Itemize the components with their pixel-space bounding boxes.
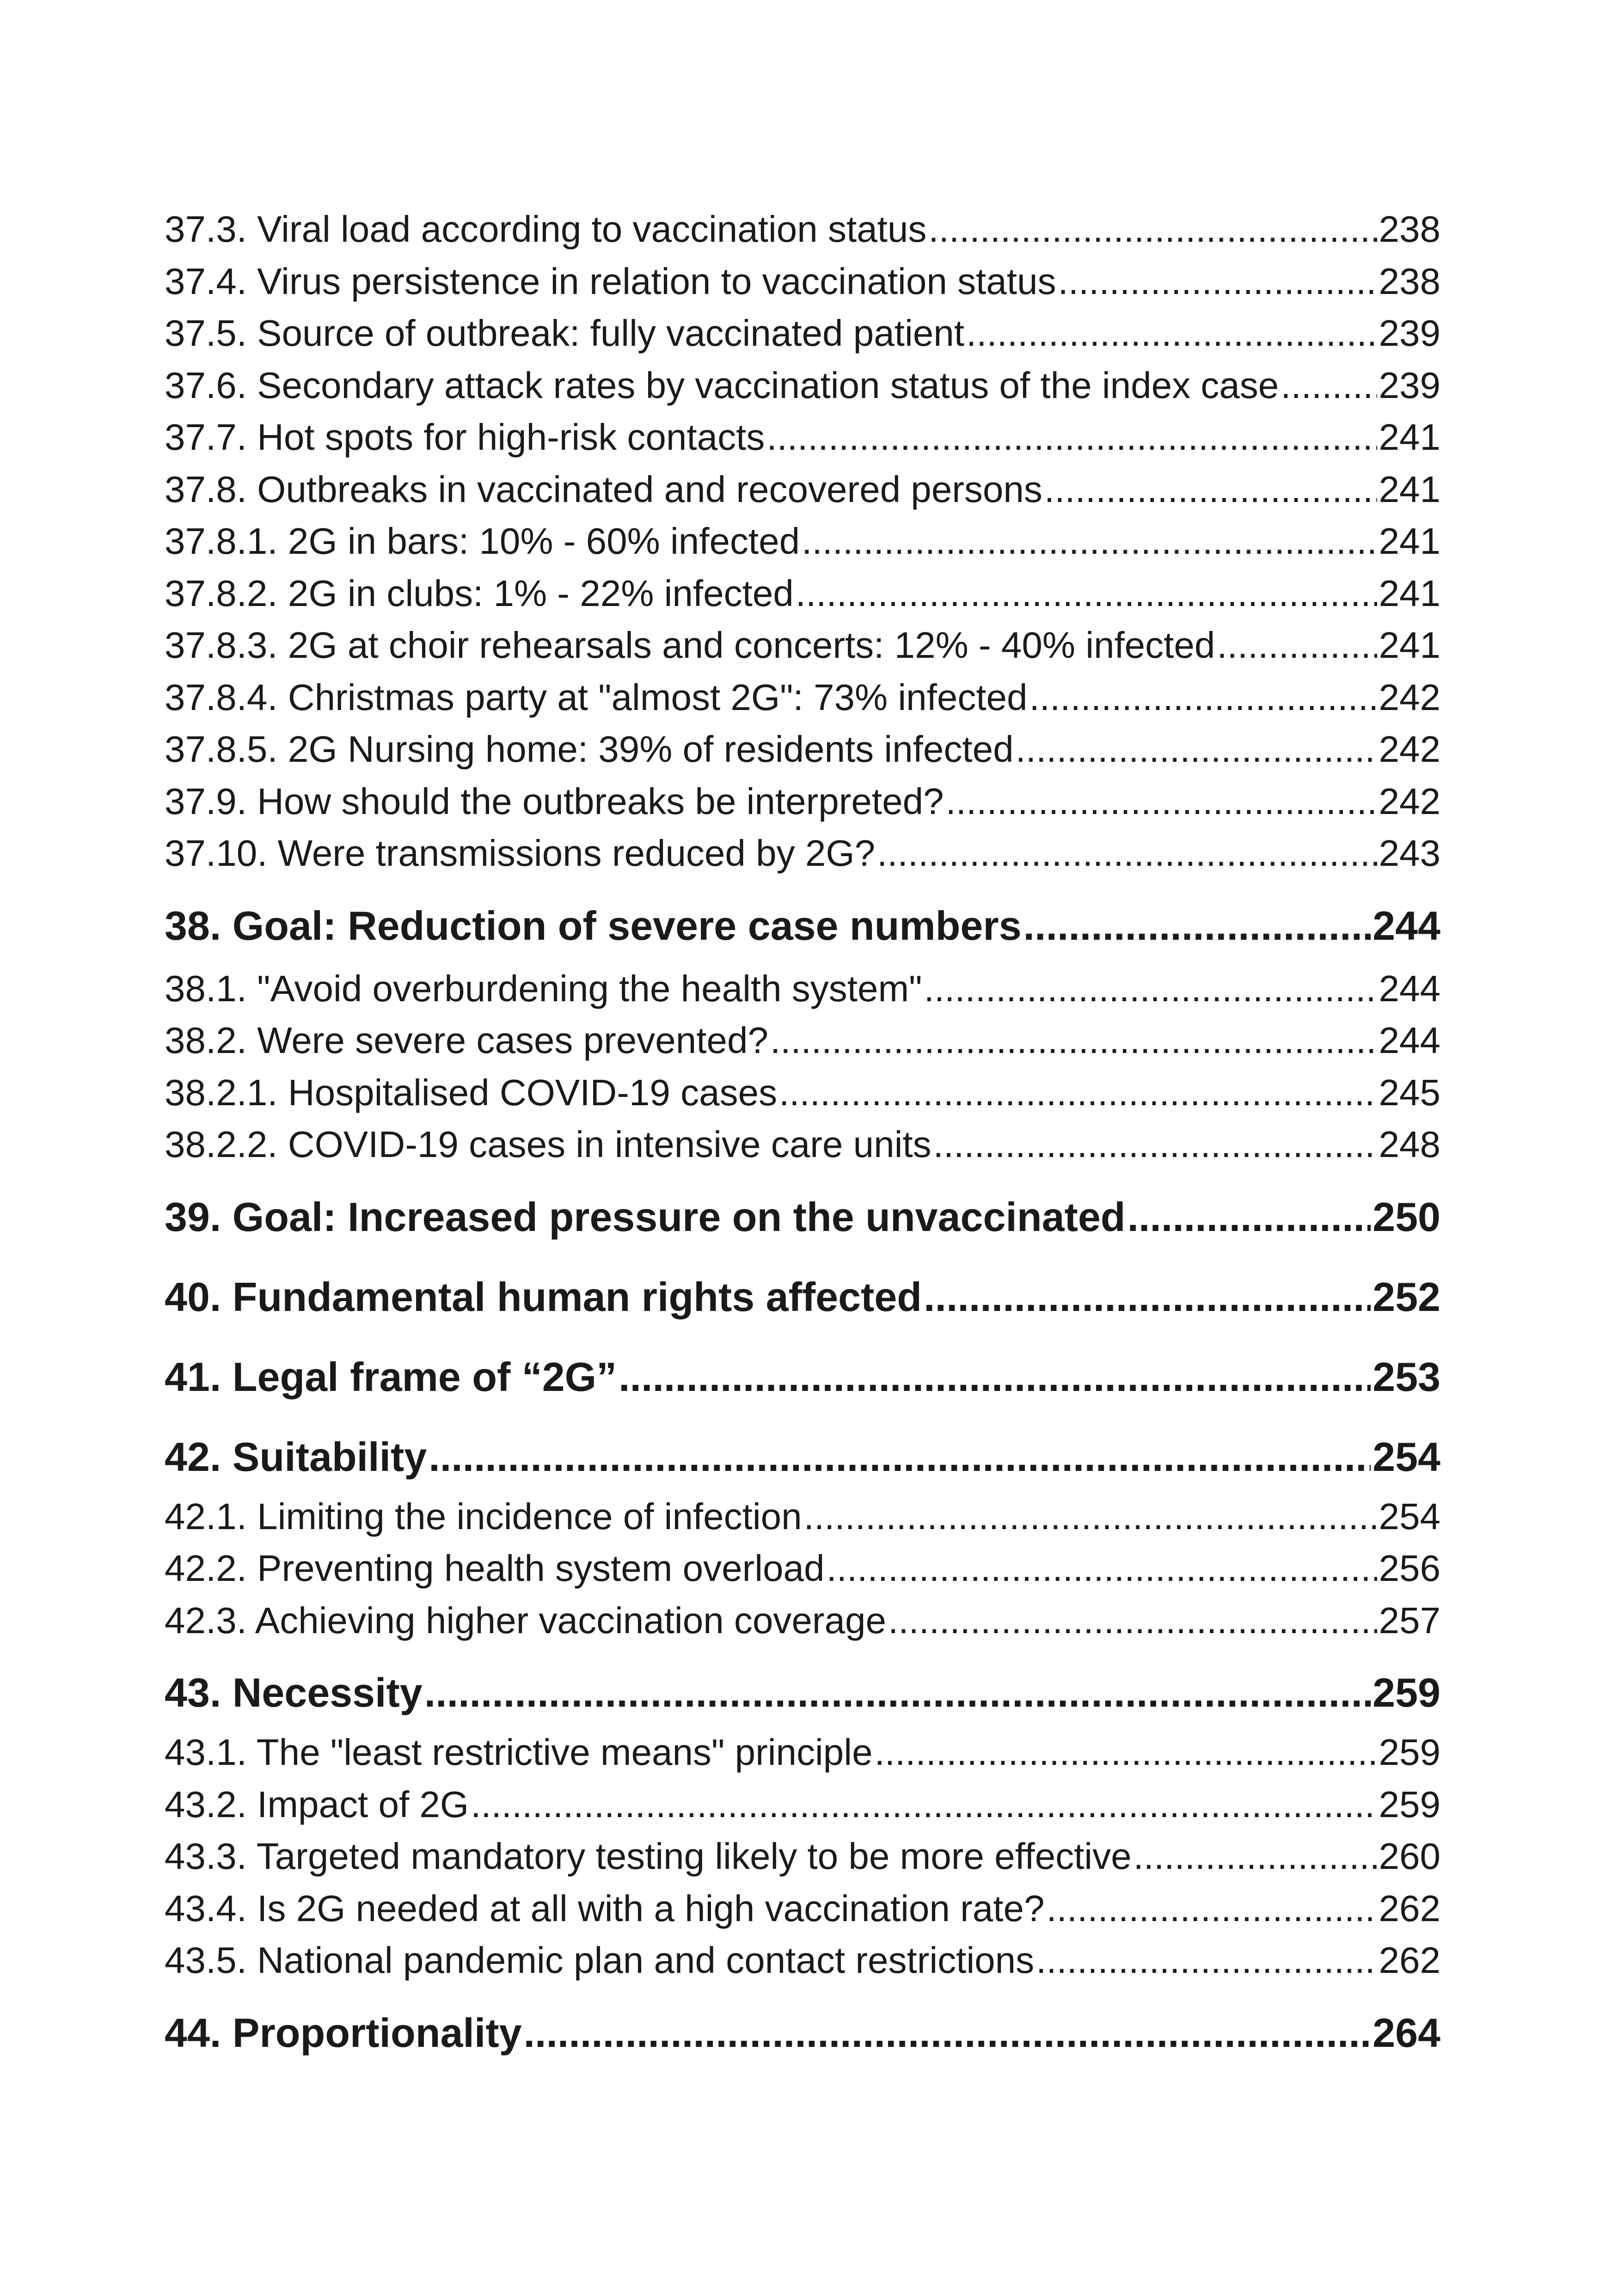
toc-entry-title: 37.7. Hot spots for high-risk contacts (165, 416, 765, 458)
toc-section-entry[interactable] (165, 307, 1440, 360)
toc-section-entry[interactable] (165, 568, 1440, 620)
toc-section-entry[interactable] (165, 360, 1440, 412)
dot-leader (1016, 723, 1377, 776)
toc-entry-page-number: 245 (1379, 1071, 1440, 1113)
toc-entry-title: 37.10. Were transmissions reduced by 2G? (165, 833, 876, 874)
toc-section-entry[interactable] (165, 256, 1440, 308)
toc-entry-title: 37.8.2. 2G in clubs: 1% - 22% infected (165, 572, 794, 614)
dot-leader (924, 1251, 1371, 1331)
dot-leader (766, 411, 1377, 464)
toc-entry-title: 38. Goal: Reduction of severe case numbers (165, 902, 1022, 949)
toc-entry-title: 38.2.1. Hospitalised COVID-19 cases (165, 1071, 778, 1113)
dot-leader (946, 776, 1377, 828)
toc-section-entry[interactable] (165, 464, 1440, 516)
toc-entry-title: 43.2. Impact of 2G (165, 1783, 469, 1825)
toc-entry-page-number: 262 (1379, 1940, 1440, 1981)
toc-entry-title: 40. Fundamental human rights affected (165, 1274, 922, 1320)
dot-leader (1217, 619, 1377, 672)
toc-section-entry[interactable] (165, 1883, 1440, 1935)
dot-leader (933, 1119, 1377, 1171)
toc-entry-page-number: 259 (1379, 1732, 1440, 1773)
toc-entry-title: 37.5. Source of outbreak: fully vaccinated patient (165, 312, 964, 354)
dot-leader (619, 1331, 1371, 1411)
toc-entry-page-number: 242 (1379, 729, 1440, 770)
toc-entry-page-number: 243 (1379, 833, 1440, 874)
toc-entry-page-number: 242 (1379, 780, 1440, 822)
toc-entry-page-number: 244 (1373, 902, 1440, 949)
dot-leader (770, 1015, 1377, 1067)
toc-entry-page-number: 256 (1379, 1548, 1440, 1589)
toc-section-entry[interactable] (165, 723, 1440, 776)
dot-leader (924, 963, 1377, 1015)
toc-entry-title: 37.8.4. Christmas party at "almost 2G": 73% infected (165, 676, 1028, 718)
toc-entry-title: 38.1. "Avoid overburdening the health system" (165, 967, 922, 1009)
toc-section-entry[interactable] (165, 515, 1440, 568)
dot-leader (1024, 880, 1371, 963)
dot-leader (928, 203, 1377, 256)
toc-entry-title: 38.2.2. COVID-19 cases in intensive care units (165, 1124, 932, 1165)
toc-entry-page-number: 239 (1379, 364, 1440, 406)
toc-section-entry[interactable] (165, 776, 1440, 828)
toc-entry-page-number: 244 (1379, 1020, 1440, 1061)
dot-leader (1134, 1831, 1377, 1883)
toc-entry-title: 44. Proportionality (165, 2009, 522, 2056)
toc-entry-title: 37.3. Viral load according to vaccination status (165, 208, 927, 250)
dot-leader (779, 1067, 1377, 1119)
toc-chapter-entry[interactable] (165, 1411, 1440, 1491)
toc-section-entry[interactable] (165, 1119, 1440, 1171)
toc-chapter-entry[interactable] (165, 1251, 1440, 1331)
toc-entry-title: 42. Suitability (165, 1433, 427, 1480)
toc-entry-title: 41. Legal frame of “2G” (165, 1353, 617, 1400)
toc-entry-page-number: 238 (1379, 208, 1440, 250)
toc-section-entry[interactable] (165, 672, 1440, 724)
toc-entry-page-number: 241 (1379, 572, 1440, 614)
toc-entry-title: 37.4. Virus persistence in relation to vaccination status (165, 260, 1056, 302)
dot-leader (827, 1543, 1377, 1595)
toc-entry-page-number: 241 (1379, 520, 1440, 562)
toc-entry-page-number: 250 (1373, 1194, 1440, 1240)
toc-section-entry[interactable] (165, 827, 1440, 880)
toc-section-entry[interactable] (165, 1595, 1440, 1647)
toc-entry-title: 43.1. The "least restrictive means" principle (165, 1732, 873, 1773)
dot-leader (471, 1779, 1377, 1831)
toc-section-entry[interactable] (165, 1779, 1440, 1831)
toc-chapter-entry[interactable] (165, 880, 1440, 963)
toc-entry-page-number: 248 (1379, 1124, 1440, 1165)
toc-entry-title: 42.3. Achieving higher vaccination coverage (165, 1599, 887, 1641)
toc-chapter-entry[interactable] (165, 1647, 1440, 1727)
toc-section-entry[interactable] (165, 1015, 1440, 1067)
toc-section-entry[interactable] (165, 1727, 1440, 1779)
toc-entry-page-number: 264 (1373, 2009, 1440, 2056)
toc-section-entry[interactable] (165, 1491, 1440, 1543)
dot-leader (804, 1491, 1377, 1543)
toc-entry-title: 37.8.3. 2G at choir rehearsals and concerts: 12% - 40% infected (165, 625, 1215, 666)
dot-leader (966, 307, 1377, 360)
dot-leader (877, 827, 1377, 880)
dot-leader (1044, 464, 1377, 516)
toc-entry-title: 39. Goal: Increased pressure on the unvaccinated (165, 1194, 1126, 1240)
toc-section-entry[interactable] (165, 1543, 1440, 1595)
toc-entry-title: 43.4. Is 2G needed at all with a high vaccination rate? (165, 1887, 1045, 1929)
toc-section-entry[interactable] (165, 619, 1440, 672)
toc-entry-title: 37.8. Outbreaks in vaccinated and recovered persons (165, 468, 1042, 510)
toc-section-entry[interactable] (165, 203, 1440, 256)
toc-chapter-entry[interactable] (165, 1331, 1440, 1411)
toc-section-entry[interactable] (165, 1067, 1440, 1119)
toc-entry-page-number: 252 (1373, 1274, 1440, 1320)
dot-leader (802, 515, 1377, 568)
dot-leader (796, 568, 1377, 620)
dot-leader (1036, 1935, 1377, 1987)
toc-section-entry[interactable] (165, 963, 1440, 1015)
toc-entry-title: 38.2. Were severe cases prevented? (165, 1020, 768, 1061)
toc-entry-page-number: 254 (1379, 1495, 1440, 1537)
toc-entry-page-number: 244 (1379, 967, 1440, 1009)
dot-leader (1128, 1171, 1371, 1251)
dot-leader (429, 1411, 1371, 1491)
toc-entry-title: 42.2. Preventing health system overload (165, 1548, 825, 1589)
dot-leader (1046, 1883, 1377, 1935)
toc-entry-page-number: 238 (1379, 260, 1440, 302)
toc-section-entry[interactable] (165, 1831, 1440, 1883)
toc-section-entry[interactable] (165, 411, 1440, 464)
dot-leader (888, 1595, 1377, 1647)
dot-leader (1030, 672, 1377, 724)
toc-entry-page-number: 254 (1373, 1433, 1440, 1480)
toc-chapter-entry[interactable] (165, 1987, 1440, 2067)
toc-entry-title: 43.3. Targeted mandatory testing likely to be more effective (165, 1836, 1132, 1877)
toc-entry-page-number: 241 (1379, 468, 1440, 510)
dot-leader (1058, 256, 1377, 308)
table-of-contents (165, 203, 1440, 2067)
toc-entry-page-number: 262 (1379, 1887, 1440, 1929)
toc-entry-page-number: 253 (1373, 1353, 1440, 1400)
dot-leader (875, 1727, 1377, 1779)
toc-entry-page-number: 260 (1379, 1836, 1440, 1877)
toc-entry-title: 37.9. How should the outbreaks be interpreted? (165, 780, 944, 822)
toc-entry-page-number: 259 (1373, 1670, 1440, 1715)
toc-entry-title: 37.6. Secondary attack rates by vaccination status of the index case (165, 364, 1279, 406)
toc-entry-title: 37.8.1. 2G in bars: 10% - 60% infected (165, 520, 800, 562)
toc-entry-title: 43. Necessity (165, 1670, 423, 1715)
dot-leader (1281, 360, 1377, 412)
toc-section-entry[interactable] (165, 1935, 1440, 1987)
toc-entry-title: 43.5. National pandemic plan and contact restrictions (165, 1940, 1035, 1981)
toc-entry-title: 42.1. Limiting the incidence of infection (165, 1495, 802, 1537)
toc-entry-page-number: 259 (1379, 1783, 1440, 1825)
toc-entry-page-number: 239 (1379, 312, 1440, 354)
toc-entry-page-number: 241 (1379, 416, 1440, 458)
toc-entry-page-number: 257 (1379, 1599, 1440, 1641)
toc-entry-page-number: 241 (1379, 625, 1440, 666)
dot-leader (524, 1987, 1371, 2067)
toc-chapter-entry[interactable] (165, 1171, 1440, 1251)
dot-leader (424, 1647, 1371, 1727)
toc-entry-page-number: 242 (1379, 676, 1440, 718)
toc-entry-title: 37.8.5. 2G Nursing home: 39% of residents infected (165, 729, 1014, 770)
